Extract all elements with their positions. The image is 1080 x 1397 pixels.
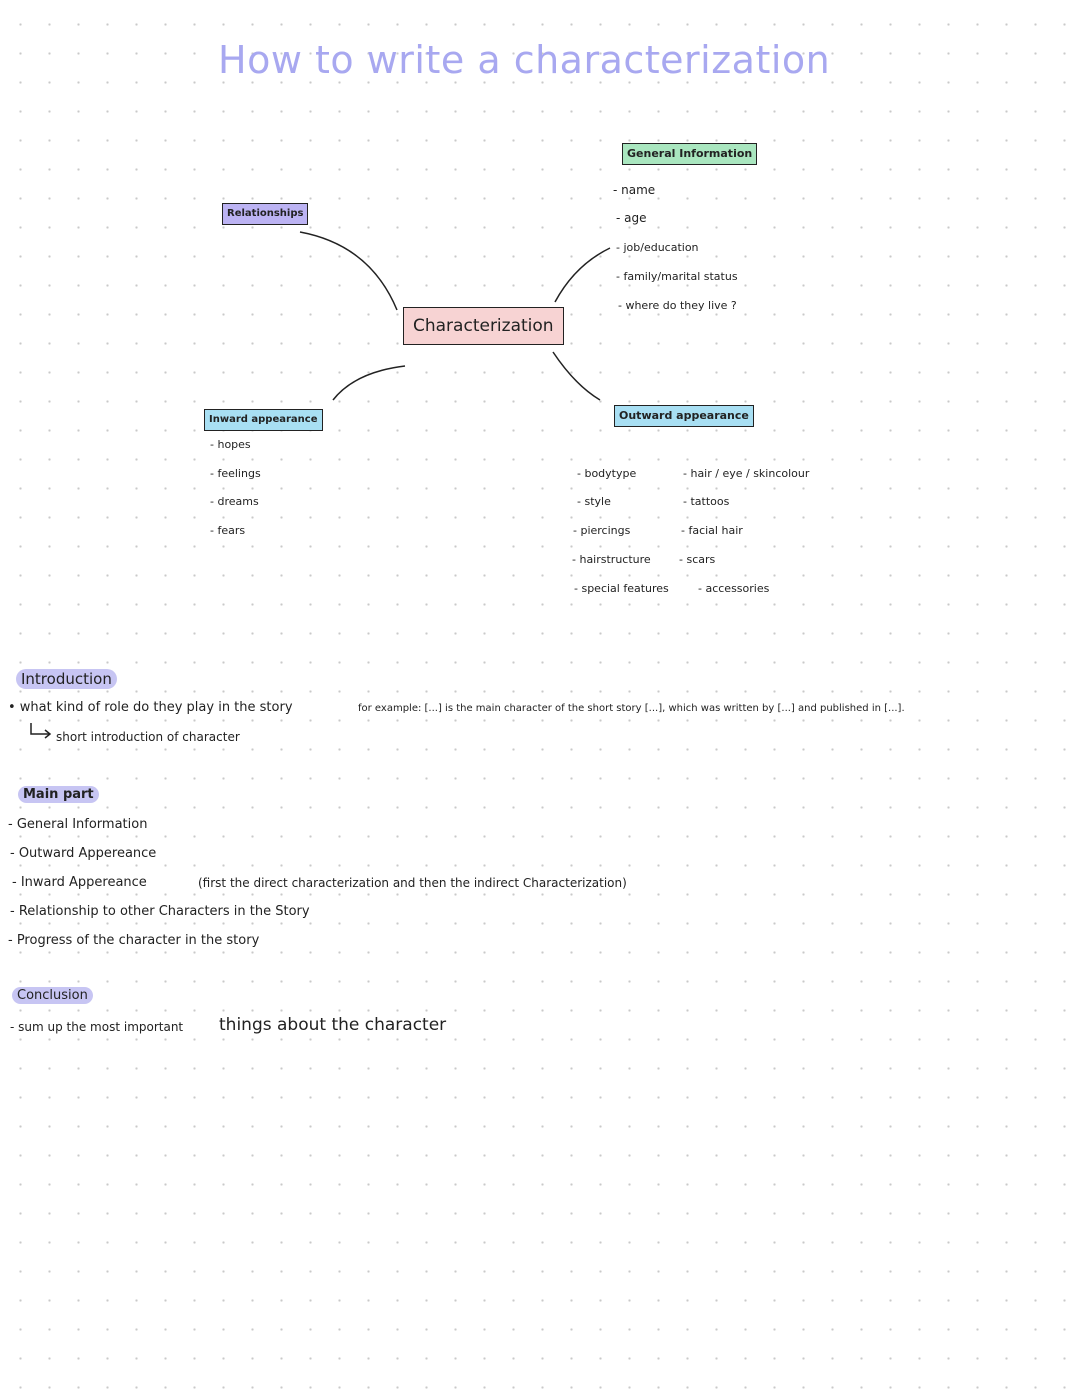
introduction-heading: Introduction (16, 669, 117, 689)
main-part-item: - Inward Appereance (12, 875, 147, 890)
connector-outward (553, 352, 600, 400)
inward-item: - dreams (210, 495, 259, 508)
outward-item: - bodytype (577, 467, 637, 480)
general-item: - name (613, 183, 656, 197)
general-item: - where do they live ? (618, 299, 737, 312)
inward-item: - hopes (210, 438, 251, 451)
inward-item: - fears (210, 524, 246, 537)
outward-item: - piercings (573, 524, 631, 537)
introduction-sub: short introduction of character (56, 730, 240, 744)
general-item: - job/education (616, 241, 699, 254)
page-title: How to write a characterization (218, 38, 831, 82)
outward-item: - tattoos (683, 495, 730, 508)
general-item: - age (616, 211, 647, 225)
main-part-item: - Progress of the character in the story (8, 933, 260, 948)
conclusion-item-large: things about the character (219, 1015, 447, 1035)
main-part-heading: Main part (18, 786, 99, 803)
introduction-example: for example: [...] is the main character of the short story [...], which was written by [...] and published in [...]. (358, 703, 905, 714)
outward-item: - hair / eye / skincolour (683, 467, 810, 480)
outward-item: - style (577, 495, 611, 508)
inward-appearance-box: Inward appearance (204, 409, 323, 431)
connector-relationships (300, 232, 397, 310)
relationships-box: Relationships (222, 203, 308, 225)
general-item: - family/marital status (616, 270, 738, 283)
inward-item: - feelings (210, 467, 261, 480)
outward-item: - accessories (698, 582, 770, 595)
connector-general (555, 248, 610, 302)
center-box: Characterization (403, 307, 564, 345)
introduction-bullet: • what kind of role do they play in the story (8, 700, 293, 715)
main-part-item: - Relationship to other Characters in the Story (10, 904, 310, 919)
main-part-note: (first the direct characterization and then the indirect Characterization) (198, 876, 627, 890)
main-part-item: - General Information (8, 817, 148, 832)
main-part-item: - Outward Appereance (10, 846, 157, 861)
outward-item: - special features (574, 582, 669, 595)
outward-item: - scars (679, 553, 716, 566)
outward-item: - hairstructure (572, 553, 651, 566)
conclusion-item-small: - sum up the most important (10, 1020, 184, 1034)
arrow-icon (28, 722, 54, 742)
outward-item: - facial hair (681, 524, 743, 537)
outward-appearance-box: Outward appearance (614, 405, 754, 427)
conclusion-heading: Conclusion (12, 987, 93, 1004)
general-information-box: General Information (622, 143, 757, 165)
connector-inward (333, 366, 405, 400)
